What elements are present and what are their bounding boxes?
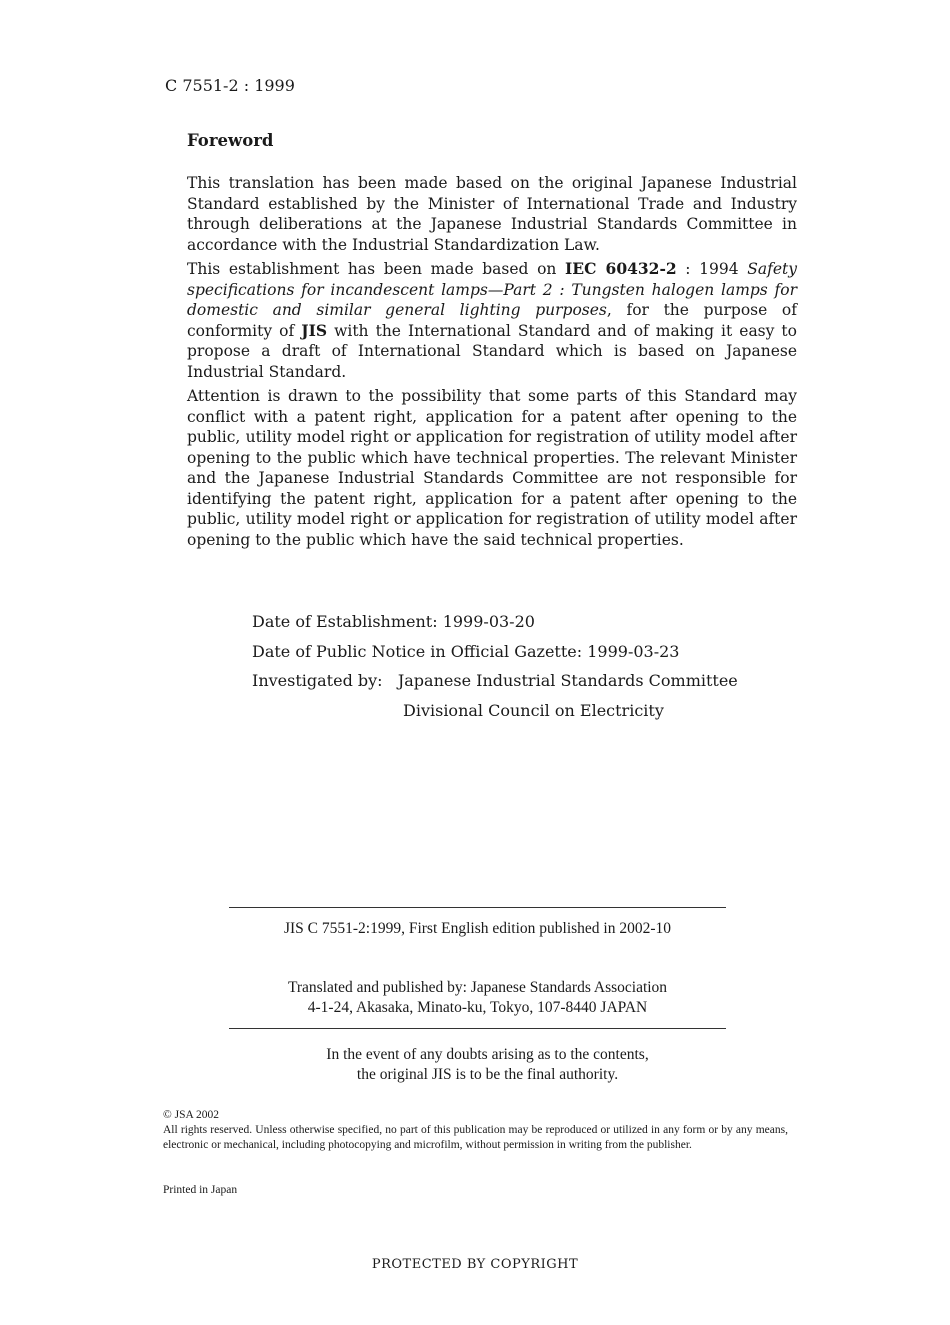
rights-text: All rights reserved. Unless otherwise specified, no part of this publication may be reproduced or utilized in any form or by any means, electronic or mechanical, including photocopying and microfilm, without permission in writing from the publisher. [163,1124,788,1151]
bottom-divider [229,1028,726,1029]
jis-reference: JIS [301,320,328,340]
para2-text-d: with the International Standard and of making it easy to propose a draft of International Standard which is based on Japanese Industrial Standard. [187,321,797,381]
iec-reference: IEC 60432-2 [565,259,677,278]
para2-text-a: This establishment has been made based on [187,260,566,278]
document-id: C 7551-2 : 1999 [165,76,295,95]
printed-in: Printed in Japan [163,1184,238,1196]
foreword-paragraph-1: This translation has been made based on the original Japanese Industrial Standard established by the Minister of International Trade and Industry through deliberations at the Japanese Industrial Standards Committee in accordance with the Industrial Standardization Law. [187,174,797,254]
doubts-line-2: the original JIS is to be the final authority. [356,1066,619,1083]
foreword-heading: Foreword [187,131,274,150]
protected-by-copyright: PROTECTED BY COPYRIGHT [371,1257,579,1272]
doubts-line-1: In the event of any doubts arising as to the contents, [326,1046,649,1063]
iec-title: Safety specifications for incandescent lamps—Part 2 : Tungsten halogen lamps for domestic and similar general lighting purposes [187,260,797,319]
investigated-line-1: Japanese Industrial Standards Committee [397,671,738,690]
investigated-line-2: Divisional Council on Electricity [403,700,664,720]
top-divider [229,907,726,908]
para2-text-b: : 1994 [676,260,748,278]
investigated-by [252,666,738,696]
date-of-public-notice: Date of Public Notice in Official Gazette: 1999-03-23 [252,641,680,661]
foreword-body [187,173,797,554]
dates-block [252,607,738,725]
translated-line-2: 4-1-24, Akasaka, Minato-ku, Tokyo, 107-8440 JAPAN [307,999,648,1016]
foreword-paragraph-3: Attention is drawn to the possibility that some parts of this Standard may conflict with a patent right, application for a patent after opening to the public, utility model right or application for registration of utility model after opening to the public which have technical properties. The relevant Minister and the Japanese Industrial Standards Committee are not responsible for identifying the patent right, application for a patent after opening to the public, utility model right or application for registration of utility model after opening to the public which have the said technical properties. [187,387,797,549]
edition-line: JIS C 7551-2:1999, First English edition published in 2002-10 [283,920,672,937]
foreword-paragraph-2 [187,259,797,382]
translated-line-1: Translated and published by: Japanese Standards Association [287,979,668,996]
para2-text-c: , for the purpose of conformity of [187,301,797,340]
copyright-block [163,1108,788,1153]
authority-note [229,1045,746,1085]
investigated-label: Investigated by: [252,671,383,690]
copyright-notice: © JSA 2002 [163,1109,220,1121]
translated-by [229,978,726,1018]
date-of-establishment: Date of Establishment: 1999-03-20 [252,612,535,631]
